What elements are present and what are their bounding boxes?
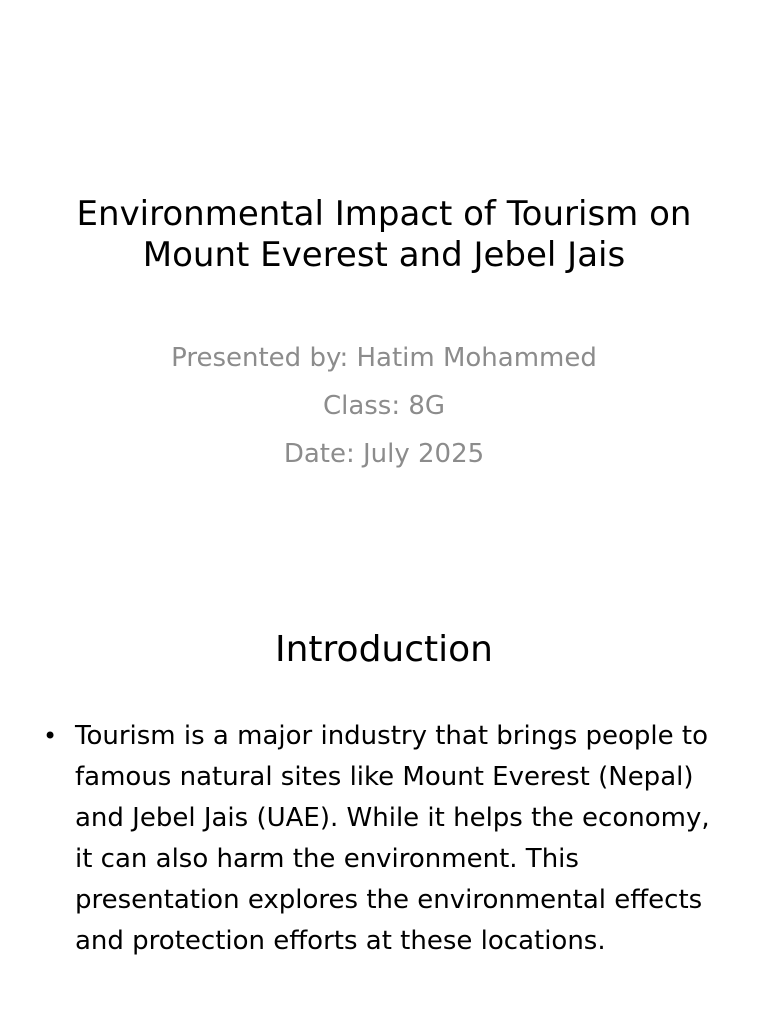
slide-title: Environmental Impact of Tourism on Mount Everest and Jebel Jais — [76, 194, 692, 275]
slide-heading: Introduction — [274, 629, 493, 670]
class-line: Class: 8G — [322, 391, 446, 421]
introduction-slide — [0, 576, 768, 1024]
presenter-line: Presented by: Hatim Mohammed — [171, 343, 597, 373]
date-line: Date: July 2025 — [283, 439, 485, 469]
bullet-item — [40, 716, 728, 962]
bullet-icon: • — [43, 722, 58, 750]
bullet-text: Tourism is a major industry that brings people to famous natural sites like Mount Everest (Nepal) and Jebel Jais (UAE). While it helps the economy, it can also harm the environment. This presentation explores the environmental effects and protection efforts at these locations. — [75, 721, 710, 956]
slide-subtitle — [40, 334, 728, 478]
bullet-list — [40, 716, 728, 962]
